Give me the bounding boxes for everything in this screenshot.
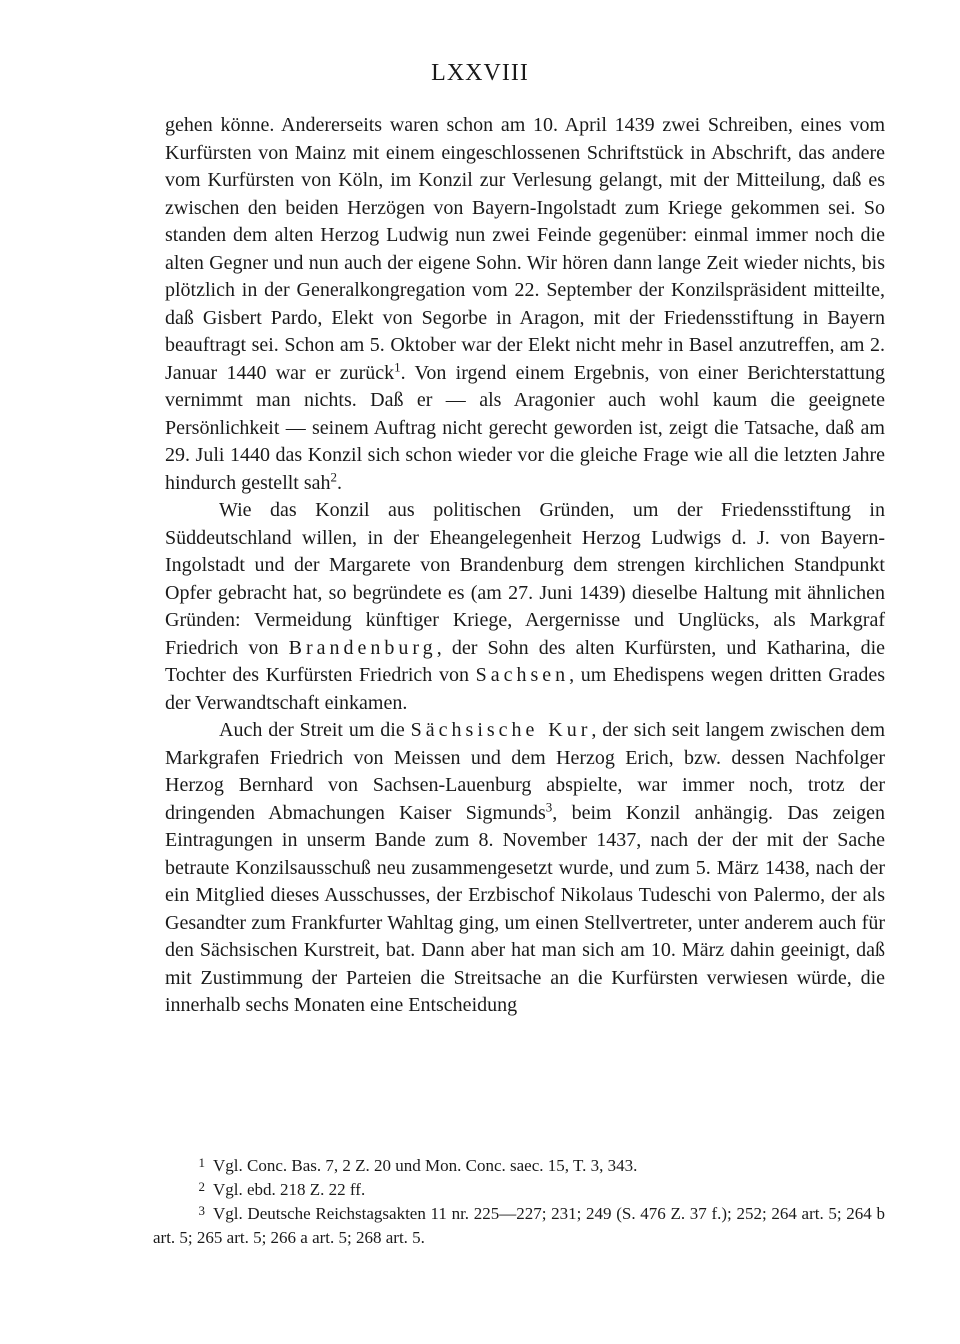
paragraph-1 xyxy=(165,112,885,497)
footnote-1 xyxy=(165,1154,885,1178)
spaced-name-sachsen: Sachsen xyxy=(475,664,570,686)
footnote-3 xyxy=(153,1202,885,1250)
page-number: LXXVIII xyxy=(431,60,529,86)
footnote-ref-2: 2 xyxy=(330,468,338,484)
paragraph-3-text-c: , beim Konzil anhängig. Das zeigen Eintragungen in unserm Bande zum 8. November 1437, nach der der mit der Sache betraute Konzilsausschuß neu zusammengesetzt wurde, und zum 5. März 1438, nach der ein Mitglied dieses Ausschusses, der Erzbischof Nikolaus Tudeschi von Palermo, der als Gesandter zum Frankfurter Wahltag ging, um einen Stellvertreter, unter anderem auch für den Sächsischen Kurstreit, bat. Dann aber hat man sich am 10. März dahin geeinigt, daß mit Zustimmung der Parteien die Streitsache an die Kurfürsten verwiesen würde, die innerhalb sechs Monaten eine Entscheidung xyxy=(165,801,885,1016)
paragraph-2-text-a: Wie das Konzil aus politischen Gründen, um der Friedensstiftung in Süddeutschland willen, in der Eheangelegenheit Herzog Ludwigs d. J. von Bayern-Ingolstadt und der Margarete von Brandenburg dem strengen kirchlichen Standpunkt Opfer gebracht hat, so begründete es (am 27. Juni 1439) dieselbe Haltung mit ähnlichen Gründen: Vermeidung künftiger Kriege, Aergernisse und Unglücks, als Markgraf Friedrich von xyxy=(165,499,885,659)
paragraph-1-text-b: . Von irgend einem Ergebnis, von einer Berichterstattung vernimmt man nichts. Daß er — als Aragonier auch wohl kaum die geeignete Persönlichkeit — seinem Auftrag nicht gerecht geworden ist, zeigt die Tatsache, daß am 29. Juli 1440 das Konzil sich schon wieder vor die gleiche Frage wie all die letzten Jahre hindurch gestellt sah xyxy=(165,361,885,494)
paragraph-2-text-c: , um Ehedispens wegen dritten Grades der Verwandtschaft einkamen. xyxy=(165,664,886,714)
footnote-1-text: Vgl. Conc. Bas. 7, 2 Z. 20 und Mon. Conc. saec. 15, T. 3, 343. xyxy=(213,1156,638,1175)
spaced-name-saechsische-kur: Sächsische Kur xyxy=(410,719,592,741)
footnotes xyxy=(153,1154,885,1250)
footnote-3-number: 3 xyxy=(198,1203,205,1218)
paragraph-1-text-c: . xyxy=(337,471,343,494)
paragraph-3-text-b: , der sich seit langem zwischen dem Markgrafen Friedrich von Meissen und dem Herzog Erich, bzw. dessen Nachfolger Herzog Bernhard von Sachsen-Lauenburg abspielte, war immer noch, trotz der dringenden Abmachungen Kaiser Sigmunds xyxy=(165,719,886,824)
footnote-3-text: Vgl. Deutsche Reichstagsakten 11 nr. 225—227; 231; 249 (S. 476 Z. 37 f.); 252; 264 art. 5; 264 b art. 5; 265 art. 5; 266 a art. 5; 268 art. 5. xyxy=(153,1204,885,1247)
spaced-name-brandenburg: Brandenburg xyxy=(288,636,437,659)
footnote-ref-3: 3 xyxy=(545,798,553,814)
footnote-1-number: 1 xyxy=(198,1155,205,1170)
footnote-2-number: 2 xyxy=(198,1179,205,1194)
body-text xyxy=(165,112,885,1020)
footnote-ref-1: 1 xyxy=(394,358,401,374)
footnote-2-text: Vgl. ebd. 218 Z. 22 ff. xyxy=(213,1180,366,1199)
paragraph-2 xyxy=(165,497,885,717)
paragraph-3 xyxy=(165,717,885,1020)
footnote-2 xyxy=(165,1178,885,1202)
paragraph-2-text-b: , der Sohn des alten Kurfürsten, und Katharina, die Tochter des Kurfürsten Friedrich von xyxy=(165,636,886,686)
paragraph-3-text-a: Auch der Streit um die xyxy=(219,719,405,741)
paragraph-1-text-a: gehen könne. Andererseits waren schon am 10. April 1439 zwei Schreiben, eines vom Kurfürsten von Mainz mit einem eingeschlossenen Schriftstück in Abschrift, das andere vom Kurfürsten von Köln, im Konzil zur Verlesung gelangt, mit der Mitteilung, daß es zwischen den beiden Herzögen von Bayern-Ingolstadt zum Kriege gekommen sei. So standen dem alten Herzog Ludwig nun zwei Feinde gegenüber: einmal immer noch die alten Gegner und nun auch der eigene Sohn. Wir hören dann lange Zeit wieder nichts, bis plötzlich in der Generalkongregation vom 22. September der Konzilspräsident mitteilte, daß Gisbert Pardo, Elekt von Segorbe in Aragon, mit der Friedensstiftung in Bayern beauftragt sei. Schon am 5. Oktober war der Elekt nicht mehr in Basel anzutreffen, am 2. Januar 1440 war er zurück xyxy=(165,114,885,384)
